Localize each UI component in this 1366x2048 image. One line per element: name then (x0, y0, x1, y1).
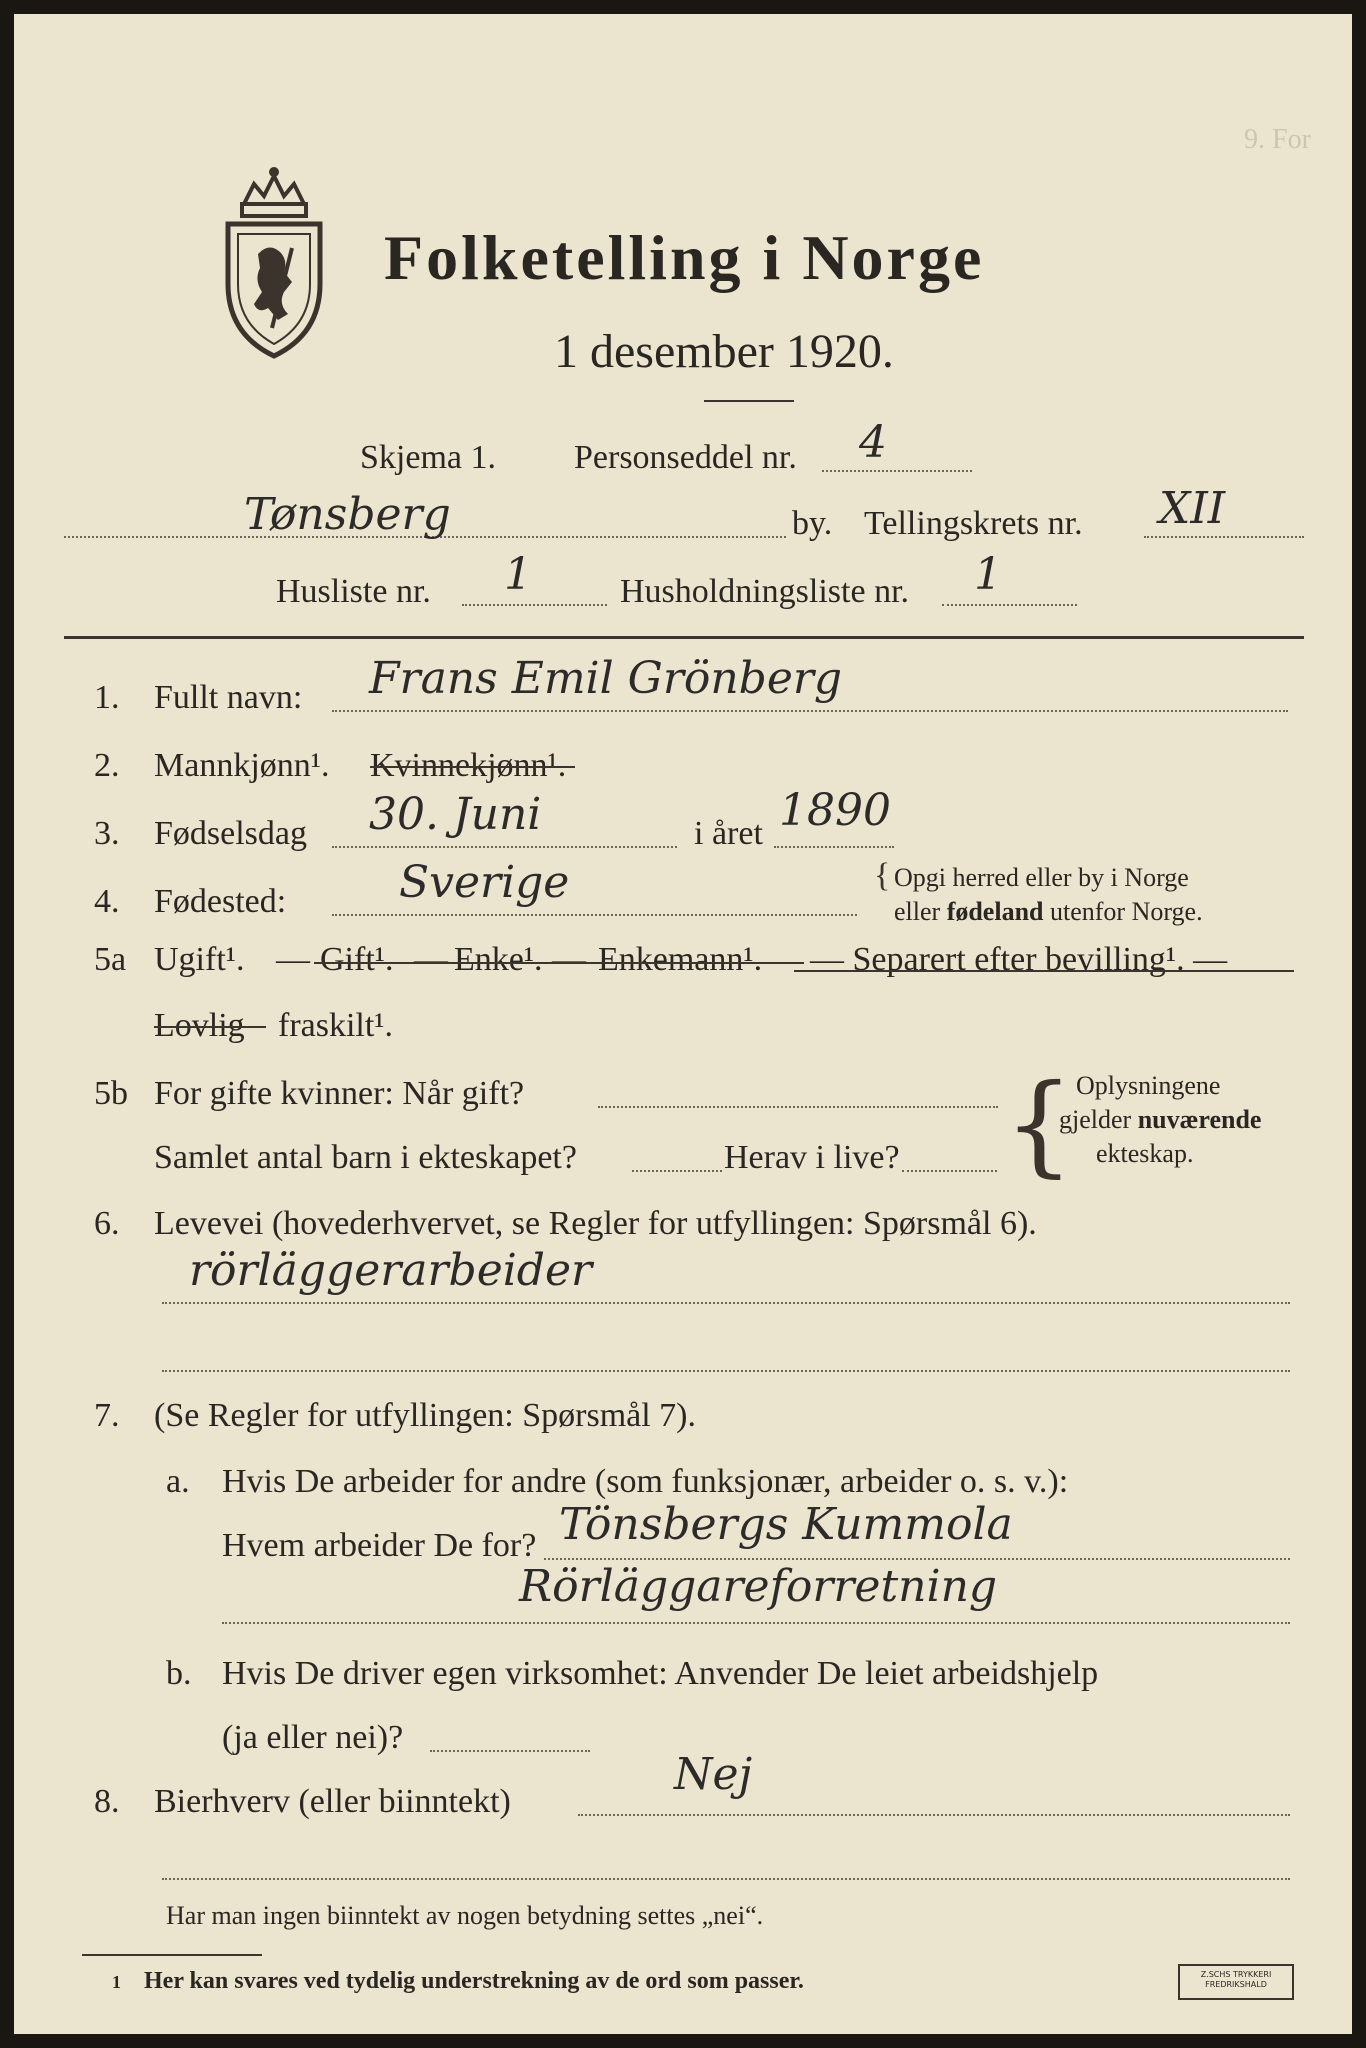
note-text: eller (894, 897, 947, 926)
question-number: 8. (94, 1783, 120, 1820)
q5a-strikethrough (314, 962, 804, 964)
personseddel-dotted-line (822, 470, 972, 472)
title-divider (704, 400, 794, 402)
oplysningene-note-1: Oplysningene (1076, 1071, 1221, 1100)
husliste-label: Husliste nr. (276, 573, 431, 610)
fullt-navn-label: Fullt navn: (154, 679, 303, 716)
bleed-through-text: 9. For (1244, 124, 1311, 155)
fodested-value[interactable]: Sverige (399, 857, 570, 908)
levevei-dotted-line-1 (162, 1302, 1290, 1304)
fodselsdag-label: Fødselsdag (154, 815, 307, 852)
footnote-rule (82, 1954, 262, 1956)
barn-dotted-line (632, 1170, 722, 1172)
hvem-arbeider-value-2[interactable]: Rörläggareforretning (519, 1561, 998, 1612)
lovlig-strikethrough (154, 1026, 266, 1028)
fodselsdag-value[interactable]: 30. Juni (369, 789, 542, 840)
by-label: by. (792, 505, 833, 542)
separert-option[interactable]: — Separert efter bevilling¹. — (810, 941, 1228, 978)
note-bold-text: nuværende (1137, 1105, 1262, 1134)
husliste-value[interactable]: 1 (504, 549, 532, 600)
q7a-label: Hvis De arbeider for andre (som funksjonær, arbeider o. s. v.): (222, 1463, 1069, 1500)
mannkjonn-option[interactable]: Mannkjønn¹. (154, 747, 330, 784)
q7-label: (Se Regler for utfyllingen: Spørsmål 7). (154, 1397, 697, 1434)
biinntekt-note: Har man ingen biinntekt av nogen betydning settes „nei“. (166, 1901, 764, 1930)
bierhverv-dotted-line-1 (578, 1814, 1290, 1816)
census-date: 1 desember 1920. (554, 325, 894, 378)
nar-gift-dotted-line (598, 1106, 998, 1108)
bierhverv-label: Bierhverv (eller biinntekt) (154, 1783, 511, 1820)
note-text: gjelder (1059, 1105, 1138, 1134)
question-number: 4. (94, 883, 120, 920)
kvinnekjonn-option[interactable]: Kvinnekjønn¹. (370, 747, 567, 784)
ja-eller-nei-label: (ja eller nei)? (222, 1719, 404, 1756)
brace-left: { (874, 857, 891, 894)
form-title: Folketelling i Norge (384, 222, 985, 293)
fodested-note-2 (894, 896, 1203, 928)
question-number: 6. (94, 1205, 120, 1242)
q5a-underline-stroke (794, 970, 1294, 972)
personseddel-value[interactable]: 4 (859, 417, 887, 468)
fraskilt-label: fraskilt¹. (278, 1007, 393, 1044)
dash: — (276, 941, 310, 978)
skjema-label: Skjema 1. (360, 439, 496, 476)
husliste-dotted-line (462, 604, 607, 606)
note-text: utenfor Norge. (1043, 897, 1203, 926)
question-number: 5b (94, 1075, 128, 1112)
herav-dotted-line (902, 1170, 997, 1172)
i-aret-value[interactable]: 1890 (779, 785, 891, 836)
husholdningsliste-dotted-line (942, 604, 1077, 606)
husholdningsliste-label: Husholdningsliste nr. (620, 573, 910, 610)
lovlig-option[interactable]: Lovlig (154, 1007, 245, 1044)
i-aret-dotted-line (774, 846, 894, 848)
question-subnumber: a. (166, 1463, 190, 1500)
tellingskrets-value[interactable]: XII (1159, 483, 1226, 534)
by-value[interactable]: Tønsberg (244, 489, 451, 540)
ja-eller-nei-dotted-line (430, 1750, 590, 1752)
gift-option[interactable]: Gift¹. (320, 941, 394, 978)
hvem-arbeider-dotted-line-1 (544, 1558, 1290, 1560)
nar-gift-label: For gifte kvinner: Når gift? (154, 1075, 525, 1112)
levevei-value[interactable]: rörläggerarbeider (189, 1245, 593, 1296)
hvem-arbeider-dotted-line-2 (222, 1622, 1290, 1624)
question-number: 2. (94, 747, 120, 784)
question-number: 3. (94, 815, 120, 852)
dash: — (552, 941, 586, 978)
note-bold-text: fødeland (946, 897, 1044, 926)
fullt-navn-dotted-line (332, 710, 1288, 712)
norway-coat-of-arms (214, 164, 334, 364)
header-separator (64, 636, 1304, 639)
question-subnumber: b. (166, 1655, 192, 1692)
personseddel-label: Personseddel nr. (574, 439, 797, 476)
husholdningsliste-value[interactable]: 1 (974, 549, 1002, 600)
ugift-option[interactable]: Ugift¹. (154, 941, 245, 978)
oplysningene-note-3: ekteskap. (1096, 1139, 1194, 1168)
question-number: 7. (94, 1397, 120, 1434)
printer-stamp (1178, 1964, 1294, 2000)
barn-label: Samlet antal barn i ekteskapet? (154, 1139, 577, 1176)
tellingskrets-label: Tellingskrets nr. (864, 505, 1083, 542)
enkemann-option[interactable]: Enkemann¹. (598, 941, 763, 978)
footnote-text: Her kan svares ved tydelig understrekning av de ord som passer. (144, 1968, 804, 1994)
footnote-number: 1 (112, 1972, 121, 1992)
tellingskrets-dotted-line (1144, 536, 1304, 538)
enke-option[interactable]: Enke¹. (454, 941, 543, 978)
brace-right: { (1004, 1060, 1074, 1188)
printer-stamp-text: Z.SCHS TRYKKERI FREDRIKSHALD (1200, 1970, 1272, 1989)
fodested-label: Fødested: (154, 883, 287, 920)
bierhverv-dotted-line-2 (162, 1878, 1290, 1880)
fodested-note-1: Opgi herred eller by i Norge (894, 863, 1189, 892)
question-number: 5a (94, 941, 127, 978)
i-aret-label: i året (694, 815, 763, 852)
fullt-navn-value[interactable]: Frans Emil Grönberg (369, 653, 843, 704)
kvinnekjonn-strikethrough (370, 766, 575, 768)
bierhverv-value[interactable]: Nej (674, 1749, 753, 1800)
question-number: 1. (94, 679, 120, 716)
census-form-page (14, 14, 1352, 2034)
fodested-dotted-line (332, 914, 857, 916)
hvem-arbeider-label: Hvem arbeider De for? (222, 1527, 537, 1564)
q7b-label: Hvis De driver egen virksomhet: Anvender De leiet arbeidshjelp (222, 1655, 1099, 1692)
oplysningene-note-2 (1059, 1104, 1261, 1136)
levevei-dotted-line-2 (162, 1370, 1290, 1372)
dash: — (414, 941, 448, 978)
fodselsdag-dotted-line (332, 846, 677, 848)
herav-label: Herav i live? (724, 1139, 900, 1176)
hvem-arbeider-value-1[interactable]: Tönsbergs Kummola (559, 1499, 1013, 1550)
levevei-label: Levevei (hovederhvervet, se Regler for utfyllingen: Spørsmål 6). (154, 1205, 1037, 1242)
